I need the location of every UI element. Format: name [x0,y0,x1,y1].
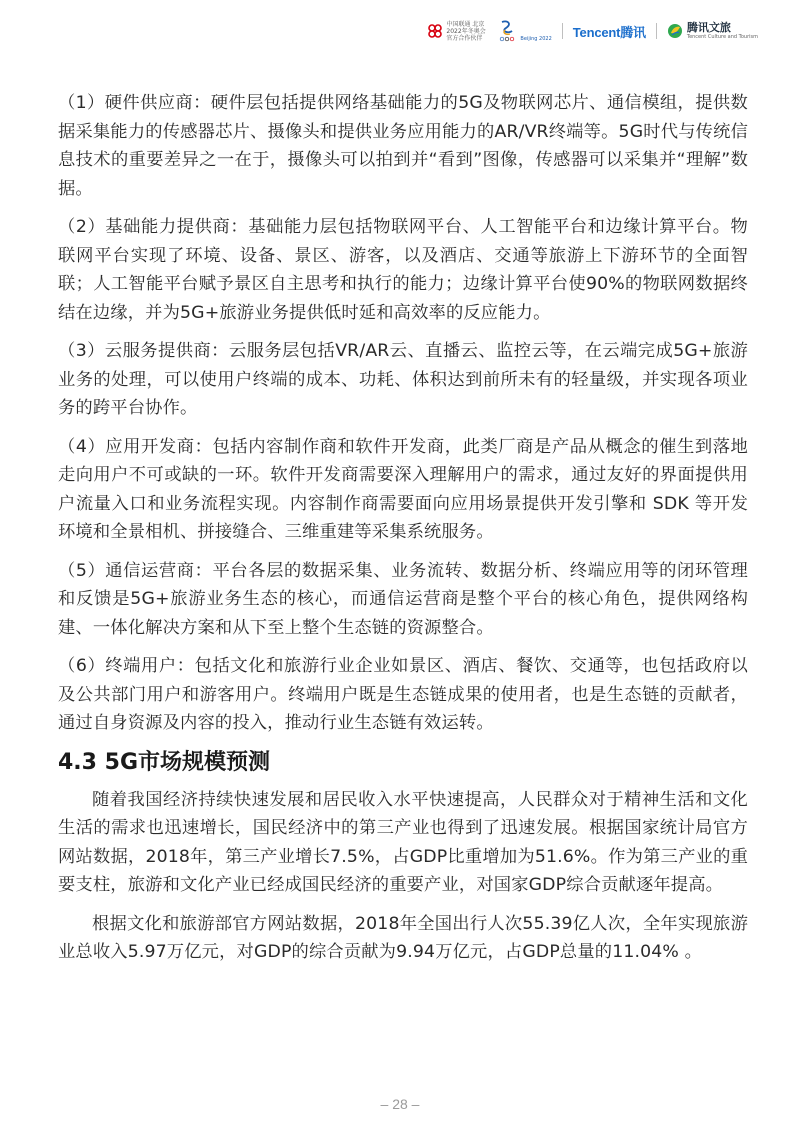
paragraph-infrastructure-providers: （2）基础能力提供商：基础能力层包括物联网平台、人工智能平台和边缘计算平台。物联网平台实现了环境、设备、景区、游客，以及酒店、交通等旅游上下游环节的全面智联；人工智能平台赋予景区自主思考和执行的能力；边缘计算平台使90%的物联网数据终结在边缘，并为5G+旅游业务提供低时延和高效率的反应能力。 [58,217,748,323]
olympic-text: Beijing 2022 [520,36,552,42]
unicom-logo-text: 中国联通 北京2022年冬奥会官方合作伙伴 [446,20,486,42]
wenlv-leaf-icon [667,23,683,39]
paragraph-cloud-providers: （3）云服务提供商：云服务层包括VR/AR云、直播云、监控云等，在云端完成5G+旅游业务的处理，可以使用户终端的成本、功耗、体积达到前所未有的轻量级，并实现各项业务的跨平台协作。 [58,341,748,418]
header-divider [562,23,563,39]
beijing-2022-emblem-icon [496,19,518,43]
paragraph-economy-growth: 随着我国经济持续快速发展和居民收入水平快速提高，人民群众对于精神生活和文化生活的需求也迅速增长，国民经济中的第三产业也得到了迅速发展。根据国家统计局官方网站数据，2018年，第三产业增长7.5%，占GDP比重增加为51.6%。作为第三产业的重要支柱，旅游和文化产业已经成国民经济的重要产业，对国家GDP综合贡献逐年提高。 [58,789,748,895]
tencent-logo-cn: 腾讯 [620,24,646,40]
paragraph-hardware-suppliers: （1）硬件供应商：硬件层包括提供网络基础能力的5G及物联网芯片、通信模组，提供数据采集能力的传感器芯片、摄像头和提供业务应用能力的AR/VR终端等。5G时代与传统信息技术的重要差异之一在于，摄像头可以拍到并“看到”图像，传感器可以采集并“理解”数据。 [58,93,748,199]
header-divider [656,23,657,39]
tencent-wenlv-logo [667,22,758,40]
china-unicom-knot-icon [427,23,443,39]
china-unicom-logo [427,21,486,42]
wenlv-logo-en: Tencent Culture and Tourism [686,34,758,40]
page-number: – 28 – [380,1096,420,1112]
paragraph-tourism-revenue: 根据文化和旅游部官方网站数据，2018年全国出行人次55.39亿人次，全年实现旅游业总收入5.97万亿元，对GDP的综合贡献为9.94万亿元，占GDP总量的11.04% 。 [58,913,748,962]
paragraph-app-developers: （4）应用开发商：包括内容制作商和软件开发商，此类厂商是产品从概念的催生到落地走向用户不可或缺的一环。软件开发商需要深入理解用户的需求，通过友好的界面提供用户流量入口和业务流程实现。内容制作商需要面向应用场景提供开发引擎和 SDK 等开发环境和全景相机、拼接缝合、三维重建等采集系统服务。 [58,436,748,542]
section-heading: 4.3 5G市场规模预测 [58,749,270,775]
paragraph-end-users: （6）终端用户：包括文化和旅游行业企业如景区、酒店、餐饮、交通等，也包括政府以及公共部门用户和游客用户。终端用户既是生态链成果的使用者，也是生态链的贡献者，通过自身资源及内容的投入，推动行业生态链有效运转。 [58,656,748,733]
paragraph-telecom-operators: （5）通信运营商：平台各层的数据采集、业务流转、数据分析、终端应用等的闭环管理和反馈是5G+旅游业务生态的核心，而通信运营商是整个平台的核心角色，提供网络构建、一体化解决方案和从下至上整个生态链的资源整合。 [58,560,748,638]
page-header [427,14,758,48]
tencent-logo [573,22,646,41]
wenlv-logo-cn: 腾讯文旅 [686,21,731,34]
document-body [58,89,748,977]
tencent-logo-en: Tencent [572,24,621,40]
